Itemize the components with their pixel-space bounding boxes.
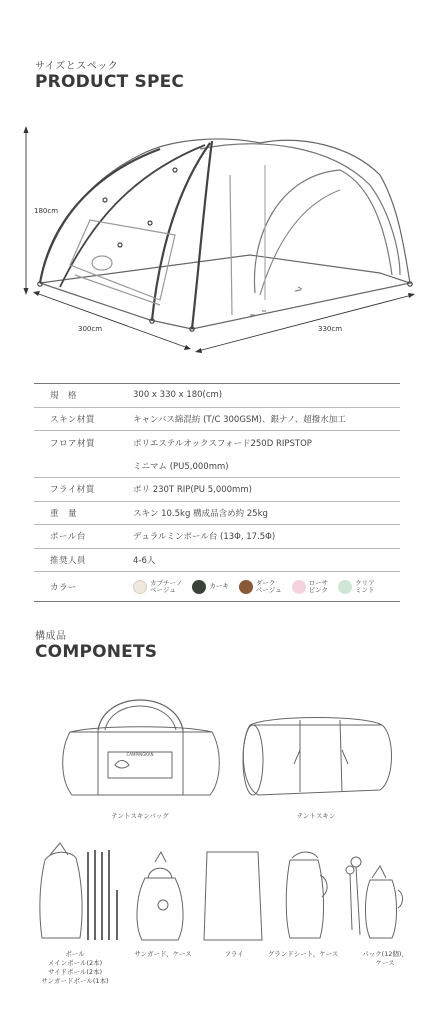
spec-value: 300 x 330 x 180(cm) — [133, 390, 223, 401]
components-title: COMPONETS — [35, 642, 158, 662]
components-subtitle: 構成品 — [35, 631, 67, 642]
caption-poles: ポール メインポール(2本) サイドポール(2本) サンガードポール(1本) — [41, 950, 109, 985]
spec-row — [34, 431, 400, 455]
tent-diagram — [0, 115, 435, 360]
spec-value: ポリエステルオックスフォード250D RIPSTOP — [133, 438, 312, 449]
spec-table — [34, 383, 400, 602]
spec-row — [34, 384, 400, 408]
spec-row — [34, 502, 400, 526]
caption-ground-sheet: グランドシート、ケース — [267, 950, 339, 958]
pegs-case-icon — [346, 857, 403, 938]
poles-icon — [40, 843, 117, 940]
dimension-height-label: 180cm — [34, 207, 59, 215]
dimension-depth-label: 330cm — [318, 325, 343, 333]
caption-tent-skin: テントスキン — [296, 812, 336, 820]
spec-label: 推奨人員 — [50, 555, 87, 566]
spec-label: フライ材質 — [50, 485, 95, 496]
spec-label: 規 格 — [50, 391, 78, 402]
color-dot — [239, 580, 253, 594]
spec-label: カラー — [50, 582, 78, 593]
color-dot — [338, 580, 352, 594]
components-illustration — [0, 690, 435, 950]
bag-logo: CAMPINGKAN — [126, 752, 154, 757]
color-swatch — [338, 580, 375, 594]
spec-value: ミニマム (PU5,000mm) — [133, 461, 229, 472]
spec-row — [34, 549, 400, 573]
tent-skin-bag-icon — [63, 700, 220, 795]
spec-value: デュラルミンポール台 (13Φ, 17.5Φ) — [133, 532, 276, 543]
spec-value: スキン 10.5kg 構成品含め約 25kg — [133, 508, 268, 519]
dimension-width-label: 300cm — [78, 325, 103, 333]
color-name: カーキ — [209, 582, 229, 590]
spec-row — [34, 455, 400, 479]
color-swatch — [292, 580, 329, 594]
caption-tent-skin-bag: テントスキンバッグ — [111, 812, 169, 820]
spec-value: ポリ 230T RIP(PU 5,000mm) — [133, 485, 252, 496]
spec-title: PRODUCT SPEC — [35, 72, 185, 92]
caption-sunguard-case: サンガード、ケース — [134, 950, 192, 958]
spec-row — [34, 478, 400, 502]
color-swatch — [133, 580, 182, 594]
spec-subtitle: サイズとスペック — [35, 61, 119, 72]
color-dot — [192, 580, 206, 594]
caption-fly: フライ — [224, 950, 244, 958]
fly-icon — [204, 852, 262, 940]
spec-row — [34, 408, 400, 432]
color-name: クリア ミント — [355, 578, 375, 594]
spec-value: キャンバス綿混紡 (T/C 300GSM)、銀ナノ、超撥水加工 — [133, 414, 346, 425]
ground-sheet-case-icon — [286, 852, 327, 938]
caption-pegs: パック(12個)、 ケース — [362, 950, 408, 967]
tent-skin-icon — [243, 718, 392, 796]
color-dot — [133, 580, 147, 594]
spec-value: 4-6人 — [133, 555, 156, 566]
color-swatch — [192, 580, 229, 594]
color-name: ローサ ピンク — [308, 578, 329, 594]
spec-label: 重 量 — [50, 508, 78, 519]
spec-row — [34, 525, 400, 549]
spec-row-colors — [34, 572, 400, 602]
color-name: カプチーノ ベージュ — [150, 578, 183, 594]
color-swatches — [133, 580, 400, 594]
spec-label: ポール台 — [50, 532, 86, 543]
spec-label: フロア材質 — [50, 438, 96, 449]
color-name: ダーク ベージュ — [255, 578, 282, 594]
color-dot — [292, 580, 306, 594]
spec-label: スキン材質 — [50, 414, 95, 425]
sunguard-case-icon — [137, 852, 183, 940]
color-swatch — [239, 580, 282, 594]
